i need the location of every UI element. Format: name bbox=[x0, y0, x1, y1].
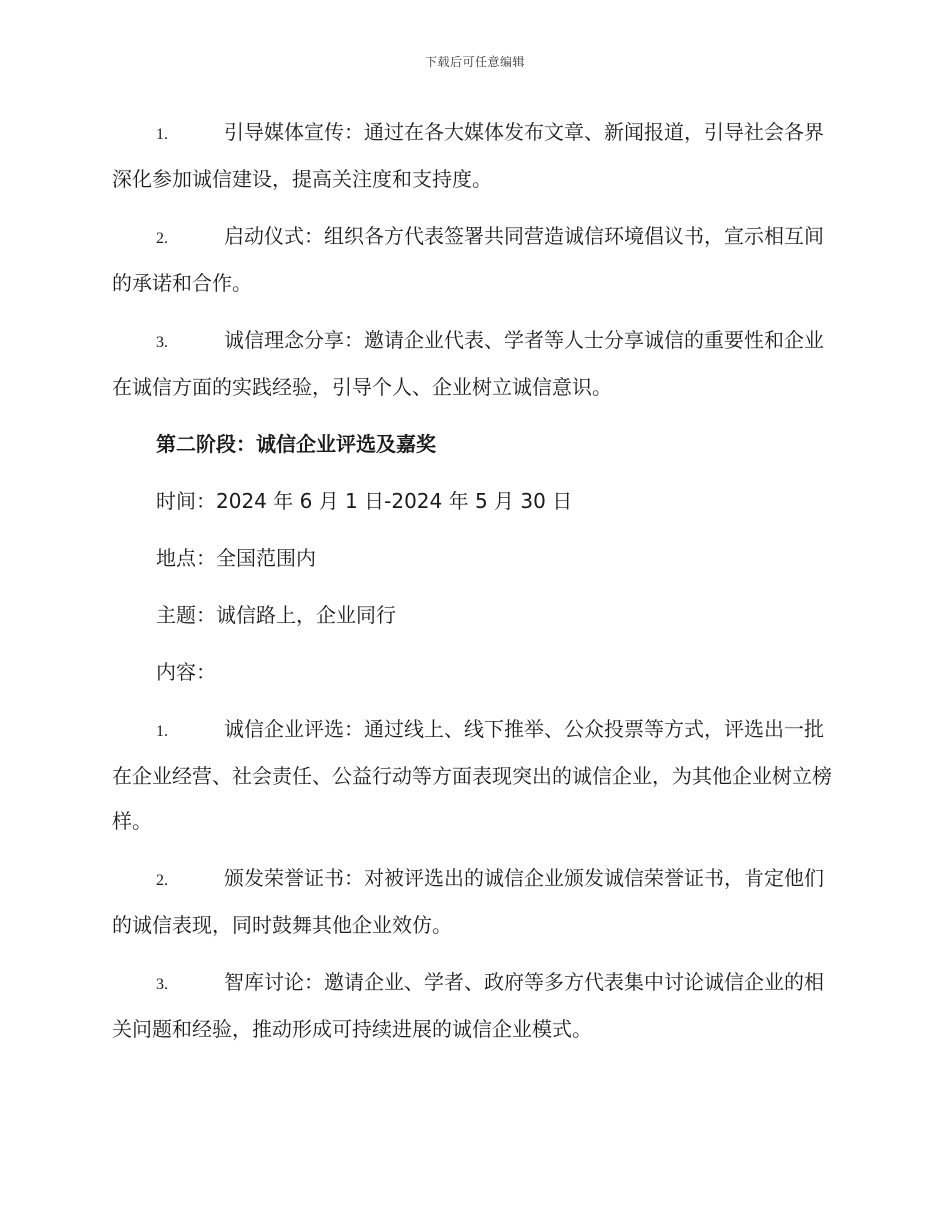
page-header: 下载后可任意编辑 bbox=[424, 55, 525, 69]
list-item-number: 3. bbox=[156, 334, 168, 351]
list-item bbox=[112, 110, 834, 202]
list-item-text: 诚信企业评选：通过线上、线下推举、公众投票等方式，评选出一批在企业经营、社会责任、公益行动等方面表现突出的诚信企业，为其他企业树立榜样。 bbox=[112, 717, 832, 833]
event-theme: 主题：诚信路上，企业同行 bbox=[156, 603, 396, 627]
list-item bbox=[112, 856, 834, 948]
event-place: 地点：全国范围内 bbox=[156, 546, 316, 570]
list-item-number: 1. bbox=[156, 723, 168, 740]
list-item-text: 智库讨论：邀请企业、学者、政府等多方代表集中讨论诚信企业的相关问题和经验，推动形成可持续进展的诚信企业模式。 bbox=[112, 970, 824, 1041]
list-item-text: 颁发荣誉证书：对被评选出的诚信企业颁发诚信荣誉证书，肯定他们的诚信表现，同时鼓舞其他企业效仿。 bbox=[112, 866, 824, 937]
list-item bbox=[112, 318, 834, 410]
content-label: 内容： bbox=[156, 660, 216, 684]
list-item-number: 1. bbox=[156, 126, 168, 143]
document-body bbox=[112, 110, 834, 1064]
list-item bbox=[112, 707, 834, 844]
list-item bbox=[112, 214, 834, 306]
list-item-text: 诚信理念分享：邀请企业代表、学者等人士分享诚信的重要性和企业在诚信方面的实践经验，引导个人、企业树立诚信意识。 bbox=[112, 328, 824, 399]
event-time: 时间：2024 年 6 月 1 日-2024 年 5 月 30 日 bbox=[156, 489, 573, 513]
section-heading: 第二阶段：诚信企业评选及嘉奖 bbox=[156, 432, 436, 456]
list-item-text: 引导媒体宣传：通过在各大媒体发布文章、新闻报道，引导社会各界深化参加诚信建设，提高关注度和支持度。 bbox=[112, 120, 824, 191]
list-item-text: 启动仪式：组织各方代表签署共同营造诚信环境倡议书，宣示相互间的承诺和合作。 bbox=[112, 224, 824, 295]
list-item-number: 3. bbox=[156, 976, 168, 993]
list-item bbox=[112, 960, 834, 1052]
list-item-number: 2. bbox=[156, 230, 168, 247]
list-item-number: 2. bbox=[156, 872, 168, 889]
